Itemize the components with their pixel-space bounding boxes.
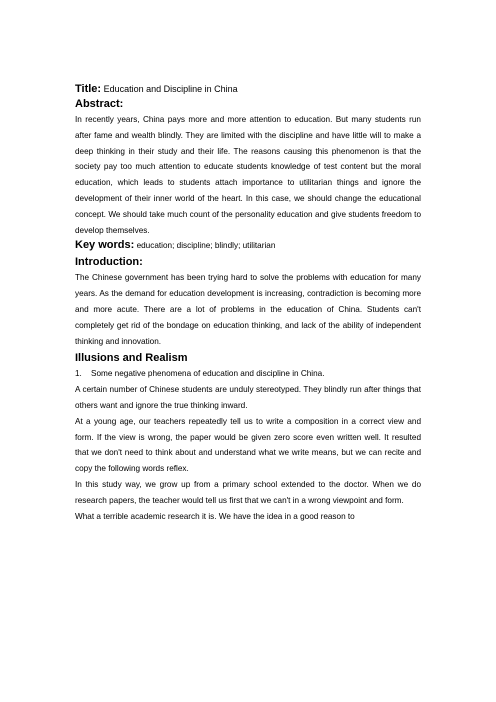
body-paragraph: At a young age, our teachers repeatedly tell us to write a composition in a correct view and form. If the view is wrong, the paper would be given zero score even written well. It resulted that we don't need to think about and understand what we write means, but we can recite and copy the following words reflex. (75, 416, 421, 474)
document-page (75, 83, 421, 524)
abstract-heading: Abstract: (75, 98, 124, 110)
body-paragraph: What a terrible academic research it is. We have the idea in a good reason to (75, 511, 355, 521)
keywords-label: Key words: (75, 239, 135, 252)
numbered-item (75, 366, 421, 382)
item-text: Some negative phenomena of education and discipline in China. (91, 369, 325, 379)
keywords-text: education; discipline; blindly; utilitarian (136, 241, 276, 251)
section-heading: Illusions and Realism (75, 352, 188, 365)
title-label: Title: (75, 83, 102, 95)
introduction-heading: Introduction: (75, 256, 143, 269)
keywords-line (75, 238, 421, 253)
introduction-paragraph: The Chinese government has been trying hard to solve the problems with education for many years. As the demand for education development is increasing, contradiction is becoming more and more acute. There are a lot of problems in the education of China. Students can't completely get rid of the bondage on education thinking, and lack of the ability of independent thinking and innovation. (75, 273, 421, 346)
title-text: Education and Discipline in China (103, 84, 238, 94)
item-number: 1. (75, 369, 82, 379)
abstract-paragraph: In recently years, China pays more and more attention to education. But many students run after fame and wealth blindly. They are limited with the discipline and have little will to make a deep thinking in their study and their life. The reasons causing this phenomenon is that the society pay too much attention to educate students knowledge of test content but the moral education, which leads to students attach importance to utilitarian things and ignore the development of their inner world of the heart. In this case, we should change the educational concept. We should take much count of the personality education and give students freedom to develop themselves. (75, 115, 421, 235)
body-paragraph: In this study way, we grow up from a primary school extended to the doctor. When we do research papers, the teacher would tell us first that we can't in a wrong viewpoint and form. (75, 479, 421, 505)
title-line (75, 83, 421, 95)
body-paragraph: A certain number of Chinese students are unduly stereotyped. They blindly run after things that others want and ignore the true thinking inward. (75, 385, 421, 410)
